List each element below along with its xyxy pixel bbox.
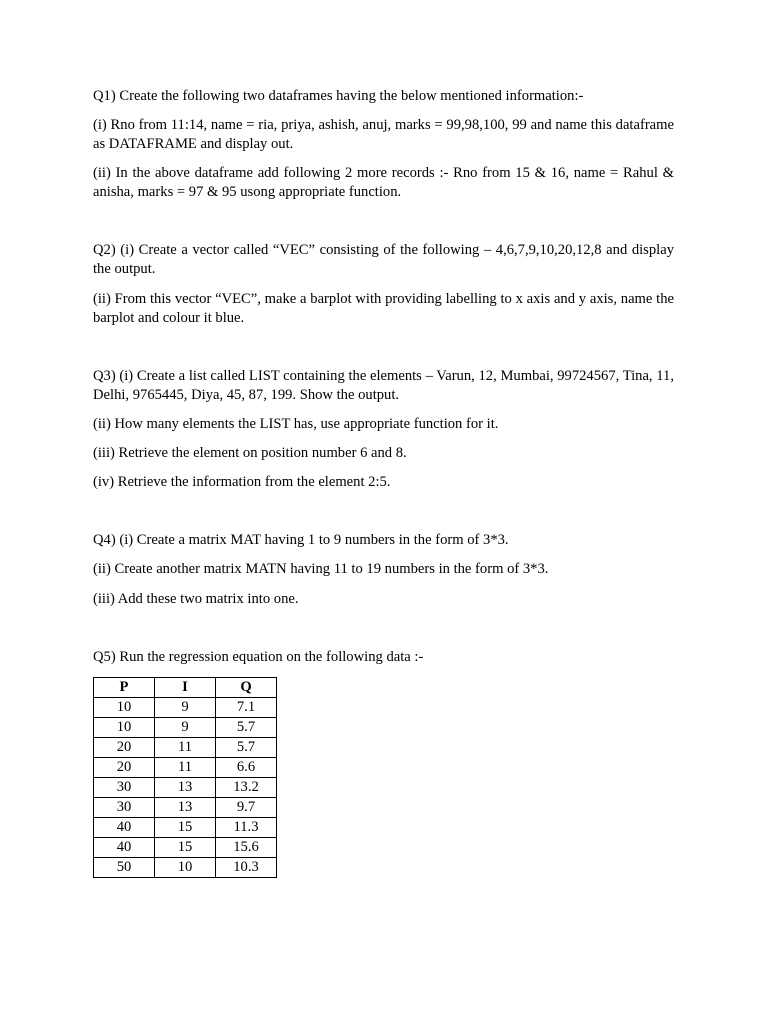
table-row bbox=[94, 698, 277, 718]
table-cell: 7.1 bbox=[216, 698, 277, 718]
table-cell: 15 bbox=[155, 838, 216, 858]
table-cell: 9 bbox=[155, 718, 216, 738]
table-cell: 11 bbox=[155, 758, 216, 778]
table-cell: 9 bbox=[155, 698, 216, 718]
table-row bbox=[94, 798, 277, 818]
table-cell: 6.6 bbox=[216, 758, 277, 778]
table-row bbox=[94, 858, 277, 878]
table-cell: 20 bbox=[94, 758, 155, 778]
table-cell: 13 bbox=[155, 798, 216, 818]
table-cell: 15 bbox=[155, 818, 216, 838]
table-row bbox=[94, 818, 277, 838]
q1-part-i: (i) Rno from 11:14, name = ria, priya, ashish, anuj, marks = 99,98,100, 99 and name this dataframe as DATAFRAME and display out. bbox=[93, 117, 674, 152]
q3-part-i: Q3) (i) Create a list called LIST containing the elements – Varun, 12, Mumbai, 99724567, Tina, 11, Delhi, 9765445, Diya, 45, 87, 199. Show the output. bbox=[93, 368, 674, 403]
q1-part-ii: (ii) In the above dataframe add following 2 more records :- Rno from 15 & 16, name = Rahul & anisha, marks = 97 & 95 usong appropriate function. bbox=[93, 165, 674, 200]
table-cell: 10 bbox=[155, 858, 216, 878]
q3-part-ii: (ii) How many elements the LIST has, use appropriate function for it. bbox=[93, 416, 499, 432]
q4-part-iii: (iii) Add these two matrix into one. bbox=[93, 591, 299, 607]
column-header-i: I bbox=[155, 678, 216, 698]
q5-title: Q5) Run the regression equation on the following data :- bbox=[93, 649, 424, 665]
table-cell: 15.6 bbox=[216, 838, 277, 858]
q2-part-i: Q2) (i) Create a vector called “VEC” consisting of the following – 4,6,7,9,10,20,12,8 and display the output. bbox=[93, 242, 674, 277]
table-cell: 11.3 bbox=[216, 818, 277, 838]
regression-data-table bbox=[93, 677, 277, 878]
q4-part-i: Q4) (i) Create a matrix MAT having 1 to 9 numbers in the form of 3*3. bbox=[93, 532, 509, 548]
table-row bbox=[94, 718, 277, 738]
q2-part-ii: (ii) From this vector “VEC”, make a barplot with providing labelling to x axis and y axis, name the barplot and colour it blue. bbox=[93, 291, 674, 326]
table-cell: 10 bbox=[94, 718, 155, 738]
table-cell: 11 bbox=[155, 738, 216, 758]
table-cell: 40 bbox=[94, 818, 155, 838]
table-cell: 5.7 bbox=[216, 718, 277, 738]
table-cell: 30 bbox=[94, 778, 155, 798]
table-header-row bbox=[94, 678, 277, 698]
table-cell: 10 bbox=[94, 698, 155, 718]
table-cell: 20 bbox=[94, 738, 155, 758]
table-cell: 40 bbox=[94, 838, 155, 858]
table-cell: 10.3 bbox=[216, 858, 277, 878]
q4-part-ii: (ii) Create another matrix MATN having 11 to 19 numbers in the form of 3*3. bbox=[93, 561, 549, 577]
q3-part-iv: (iv) Retrieve the information from the element 2:5. bbox=[93, 474, 391, 490]
column-header-q: Q bbox=[216, 678, 277, 698]
table-cell: 5.7 bbox=[216, 738, 277, 758]
table-cell: 50 bbox=[94, 858, 155, 878]
q1-title: Q1) Create the following two dataframes having the below mentioned information:- bbox=[93, 88, 584, 104]
table-row bbox=[94, 838, 277, 858]
table-cell: 30 bbox=[94, 798, 155, 818]
column-header-p: P bbox=[94, 678, 155, 698]
table-row bbox=[94, 778, 277, 798]
table-cell: 13 bbox=[155, 778, 216, 798]
table-row bbox=[94, 758, 277, 778]
table-cell: 13.2 bbox=[216, 778, 277, 798]
table-row bbox=[94, 738, 277, 758]
table-cell: 9.7 bbox=[216, 798, 277, 818]
q3-part-iii: (iii) Retrieve the element on position number 6 and 8. bbox=[93, 445, 407, 461]
